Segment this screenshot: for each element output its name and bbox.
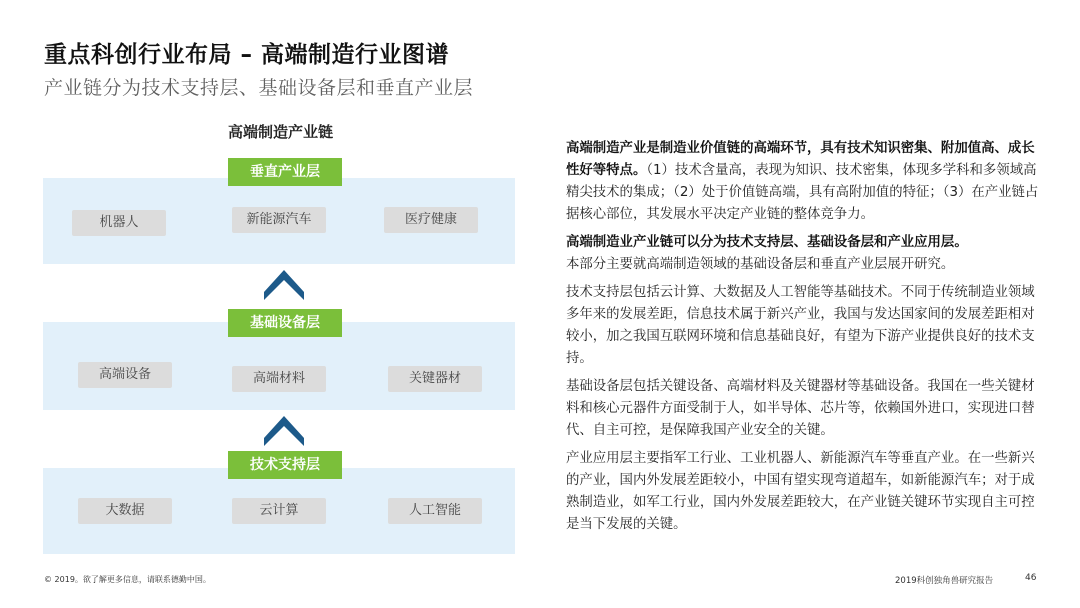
chip-new-energy-vehicle: 新能源汽车 xyxy=(232,207,326,233)
page-subtitle: 产业链分为技术支持层、基础设备层和垂直产业层 xyxy=(44,77,474,99)
footer-copyright: © 2019。欲了解更多信息，请联系德勤中国。 xyxy=(44,575,211,584)
paragraph-3: 技术支持层包括云计算、大数据及人工智能等基础技术。不同于传统制造业领域多年来的发展差距，信息技术属于新兴产业，我国与发达国家间的发展差距相对较小，加之我国互联网环境和信息基础良好，有望为下游产业提供良好的技术支持。 xyxy=(566,285,1035,366)
paragraph-1-lead: 高端制造产业是制造业价值链的高端环节，具有技术知识密集、附加值高、成长性好等特点。 xyxy=(566,141,1035,178)
paragraph-5: 产业应用层主要指军工行业、工业机器人、新能源汽车等垂直产业。在一些新兴的产业，国内外发展差距较小，中国有望实现弯道超车，如新能源汽车；对于成熟制造业，如军工行业，国内外发展差距较大，在产业链关键环节实现自主可控是当下发展的关键。 xyxy=(566,451,1035,532)
description-column xyxy=(566,138,1042,542)
layer-tag-vertical: 垂直产业层 xyxy=(228,158,342,186)
chevron-up-icon xyxy=(262,268,306,300)
chip-healthcare: 医疗健康 xyxy=(384,207,478,233)
chip-robot: 机器人 xyxy=(72,210,166,236)
chip-ai: 人工智能 xyxy=(388,498,482,524)
chip-cloud-computing: 云计算 xyxy=(232,498,326,524)
diagram-title: 高端制造产业链 xyxy=(228,123,334,141)
chevron-up-icon xyxy=(262,414,306,446)
chip-key-components: 关键器材 xyxy=(388,366,482,392)
paragraph-1-body: （1）技术含量高，表现为知识、技术密集，体现多学科和多领域高精尖技术的集成；（2）处于价值链高端，具有高附加值的特征；（3）在产业链占据核心部位，其发展水平决定产业链的整体竞争力。 xyxy=(566,163,1039,222)
paragraph-1 xyxy=(566,138,1042,226)
chip-big-data: 大数据 xyxy=(78,498,172,524)
page-title: 重点科创行业布局 – 高端制造行业图谱 xyxy=(44,42,450,68)
paragraph-2-body: 本部分主要就高端制造领域的基础设备层和垂直产业层展开研究。 xyxy=(566,257,955,272)
paragraph-2-lead: 高端制造业产业链可以分为技术支持层、基础设备层和产业应用层。 xyxy=(566,235,968,250)
layer-tag-equipment: 基础设备层 xyxy=(228,309,342,337)
layer-tag-tech: 技术支持层 xyxy=(228,451,342,479)
page-number: 46 xyxy=(1025,573,1037,583)
chip-high-end-material: 高端材料 xyxy=(232,366,326,392)
paragraph-4: 基础设备层包括关键设备、高端材料及关键器材等基础设备。我国在一些关键材料和核心元器件方面受制于人，如半导体、芯片等，依赖国外进口，实现进口替代、自主可控，是保障我国产业安全的关键。 xyxy=(566,379,1035,438)
footer-report-name: 2019科创独角兽研究报告 xyxy=(895,576,994,586)
chip-high-end-equipment: 高端设备 xyxy=(78,362,172,388)
paragraph-2 xyxy=(566,232,1042,276)
